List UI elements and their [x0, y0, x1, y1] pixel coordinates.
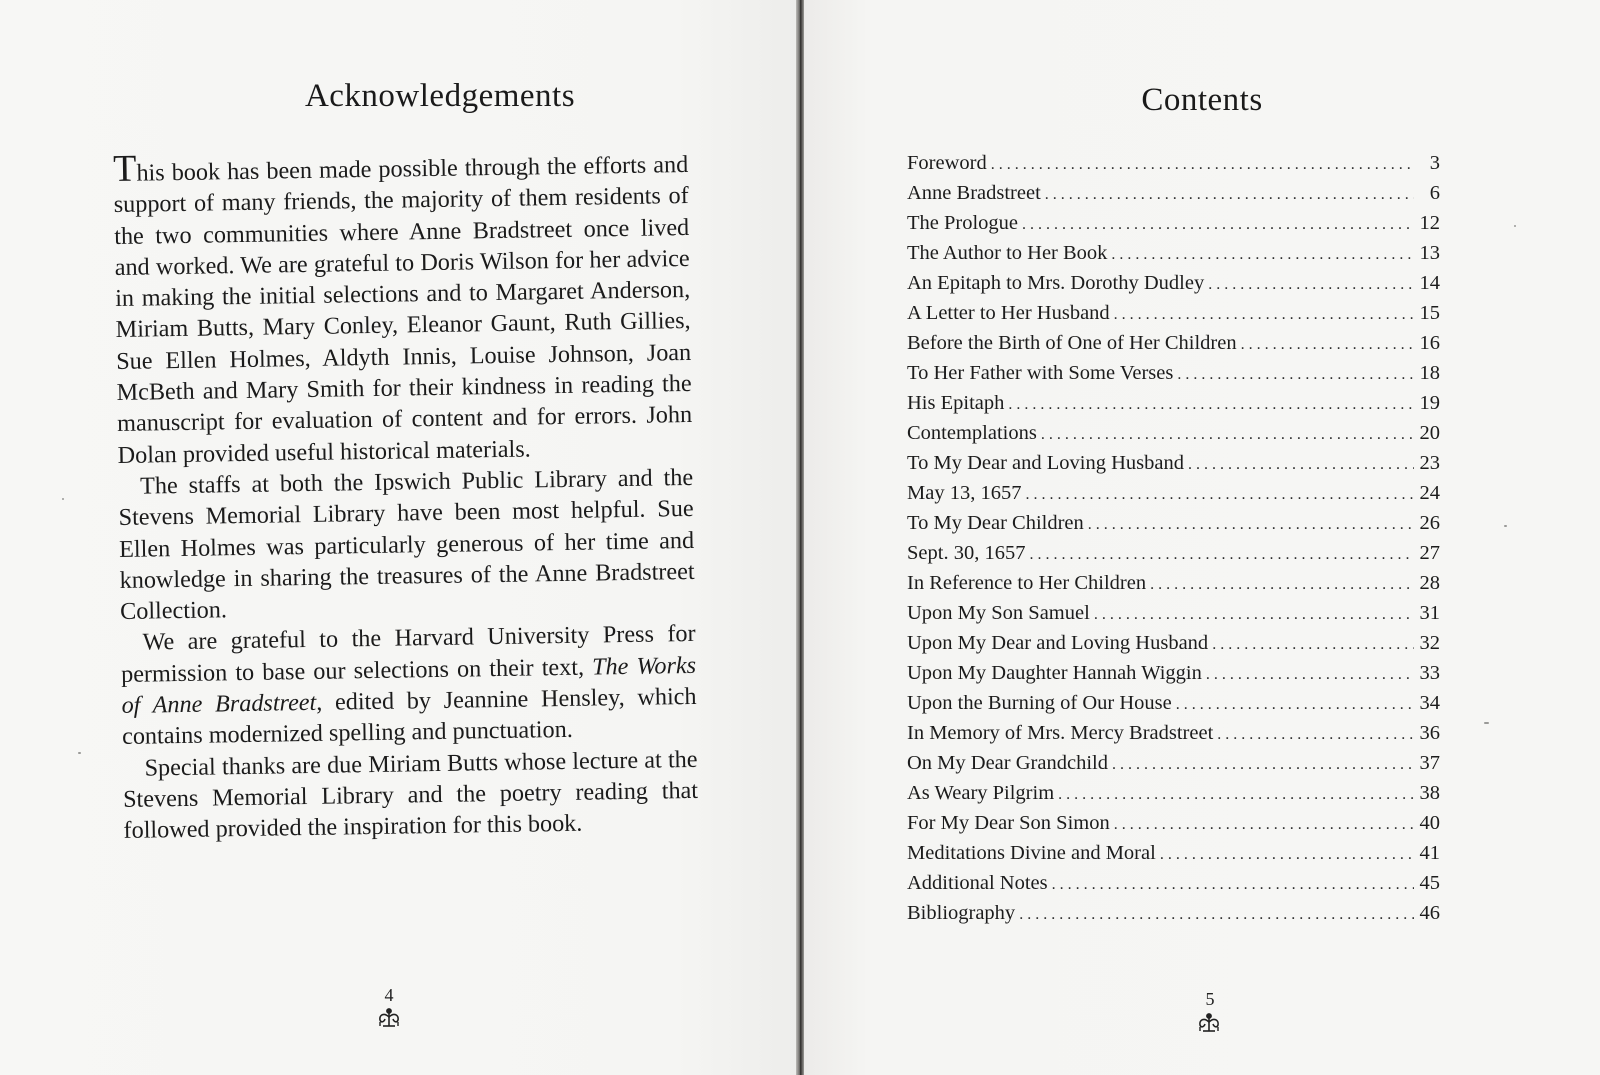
- toc-dot-leader: [1176, 690, 1414, 720]
- toc-entry: [907, 238, 1440, 268]
- drop-cap: T: [112, 147, 137, 190]
- toc-entry-title: The Prologue: [907, 212, 1019, 234]
- toc-entry-title: Additional Notes: [907, 872, 1048, 894]
- toc-entry-title: Bibliography: [907, 902, 1016, 924]
- toc-entry: [907, 748, 1440, 778]
- toc-entry-title: In Memory of Mrs. Mercy Bradstreet: [907, 722, 1214, 744]
- toc-entry: [907, 148, 1440, 178]
- toc-entry-page-number: 6: [1429, 182, 1440, 204]
- toc-entry-title: To Her Father with Some Verses: [907, 362, 1174, 384]
- toc-entry: [907, 808, 1440, 838]
- toc-entry-page-number: 15: [1419, 302, 1440, 324]
- toc-dot-leader: [1217, 720, 1414, 750]
- paper-speck: [78, 752, 81, 754]
- page-number-left: 4: [384, 985, 394, 1005]
- toc-entry: [907, 448, 1440, 478]
- toc-entry-title: To My Dear Children: [907, 512, 1084, 534]
- toc-entry-page-number: 20: [1419, 422, 1440, 444]
- right-page: [804, 0, 1600, 1075]
- toc-entry: [907, 268, 1440, 298]
- toc-entry: [907, 418, 1440, 448]
- toc-entry-page-number: 27: [1419, 542, 1440, 564]
- toc-dot-leader: [1029, 540, 1414, 570]
- toc-entry-page-number: 19: [1419, 392, 1440, 414]
- ack-paragraph-2: The staffs at both the Ipswich Public Library and the Stevens Memorial Library have been most helpful. Sue Ellen Holmes was particularly generous of her time and knowledge in sharing the treasures of the Anne Bradstreet Collection.: [118, 463, 695, 626]
- toc-entry-title: Foreword: [907, 152, 987, 174]
- toc-entry-title: The Author to Her Book: [907, 242, 1108, 264]
- toc-dot-leader: [1045, 180, 1414, 210]
- ack-paragraph-3-text-before: We are grateful to the Harvard University Press for permission to base our selections on their text,: [120, 620, 696, 688]
- toc-entry: [907, 328, 1440, 358]
- toc-entry-page-number: 45: [1419, 872, 1440, 894]
- toc-entry: [907, 628, 1440, 658]
- fleuron-ornament-icon: [1194, 1011, 1224, 1035]
- toc-dot-leader: [1150, 570, 1414, 600]
- toc-dot-leader: [1212, 630, 1414, 660]
- toc-dot-leader: [1041, 420, 1414, 450]
- toc-entry-page-number: 18: [1419, 362, 1440, 384]
- toc-dot-leader: [1019, 900, 1414, 930]
- toc-entry-page-number: 41: [1419, 842, 1440, 864]
- toc-dot-leader: [1114, 300, 1414, 330]
- toc-dot-leader: [1022, 210, 1414, 240]
- toc-dot-leader: [1088, 510, 1414, 540]
- toc-entry-title: On My Dear Grandchild: [907, 752, 1108, 774]
- toc-dot-leader: [1094, 600, 1414, 630]
- toc-dot-leader: [1188, 450, 1414, 480]
- toc-entry: [907, 718, 1440, 748]
- toc-entry-page-number: 28: [1419, 572, 1440, 594]
- toc-entry: [907, 388, 1440, 418]
- toc-entry-page-number: 3: [1429, 152, 1440, 174]
- toc-entry: [907, 898, 1440, 928]
- ack-paragraph-4: Special thanks are due Miriam Butts whose lecture at the Stevens Memorial Library and the poetry reading that followed provided the inspiration for this book.: [122, 745, 699, 845]
- toc-entry-page-number: 36: [1419, 722, 1440, 744]
- toc-entry-title: Anne Bradstreet: [907, 182, 1041, 204]
- acknowledgements-body: [113, 149, 699, 846]
- toc-entry-title: For My Dear Son Simon: [907, 812, 1110, 834]
- toc-dot-leader: [1025, 480, 1414, 510]
- toc-entry-page-number: 40: [1419, 812, 1440, 834]
- toc-dot-leader: [1114, 810, 1414, 840]
- toc-dot-leader: [1208, 270, 1414, 300]
- toc-entry-page-number: 37: [1419, 752, 1440, 774]
- toc-entry-title: His Epitaph: [907, 392, 1005, 414]
- toc-dot-leader: [1160, 840, 1414, 870]
- toc-entry-title: Contemplations: [907, 422, 1037, 444]
- toc-entry-page-number: 16: [1419, 332, 1440, 354]
- toc-entry-page-number: 14: [1419, 272, 1440, 294]
- toc-entry: [907, 358, 1440, 388]
- toc-entry-title: May 13, 1657: [907, 482, 1022, 504]
- toc-entry-title: To My Dear and Loving Husband: [907, 452, 1184, 474]
- toc-entry-title: Upon the Burning of Our House: [907, 692, 1172, 714]
- toc-entry-title: As Weary Pilgrim: [907, 782, 1055, 804]
- paper-speck: [62, 498, 64, 500]
- fleuron-ornament-icon: [374, 1006, 404, 1030]
- toc-entry: [907, 838, 1440, 868]
- toc-entry-page-number: 24: [1419, 482, 1440, 504]
- paper-speck: [1514, 225, 1516, 227]
- toc-entry-page-number: 32: [1419, 632, 1440, 654]
- ack-paragraph-3: [120, 618, 697, 752]
- toc-entry-page-number: 33: [1419, 662, 1440, 684]
- toc-entry-title: Sept. 30, 1657: [907, 542, 1026, 564]
- toc-entry-title: Upon My Son Samuel: [907, 602, 1090, 624]
- toc-dot-leader: [1058, 780, 1414, 810]
- toc-entry-page-number: 38: [1419, 782, 1440, 804]
- toc-entry-title: Upon My Dear and Loving Husband: [907, 632, 1209, 654]
- page-title-contents: Contents: [1141, 82, 1263, 118]
- page-number-right: 5: [1205, 989, 1215, 1009]
- book-title-italic: The Works of Anne Bradstreet: [121, 651, 697, 719]
- paper-speck: [1504, 525, 1507, 527]
- toc-entry-page-number: 26: [1419, 512, 1440, 534]
- paper-speck: [1484, 722, 1489, 724]
- toc-entry: [907, 658, 1440, 688]
- toc-entry: [907, 508, 1440, 538]
- toc-entry-title: Meditations Divine and Moral: [907, 842, 1156, 864]
- toc-entry-title: A Letter to Her Husband: [907, 302, 1110, 324]
- toc-dot-leader: [1177, 360, 1414, 390]
- toc-entry-page-number: 12: [1419, 212, 1440, 234]
- toc-entry: [907, 538, 1440, 568]
- toc-dot-leader: [1112, 750, 1414, 780]
- toc-entry: [907, 208, 1440, 238]
- left-page: [0, 0, 796, 1075]
- toc-dot-leader: [1008, 390, 1414, 420]
- toc-entry: [907, 598, 1440, 628]
- toc-entry-page-number: 23: [1419, 452, 1440, 474]
- ack-paragraph-1-text: his book has been made possible through the efforts and support of many friends, the majority of them residents of the two communities where Anne Bradstreet once lived and worked. We are grateful to Doris Wilson for her advice in making the initial selections and to Margaret Anderson, Miriam Butts, Mary Conley, Eleanor Gaunt, Ruth Gillies, Sue Ellen Holmes, Aldyth Innis, Louise Johnson, Joan McBeth and Mary Smith for their kindness in reading the manuscript for evaluation of content and for errors. John Dolan provided useful historical materials.: [113, 150, 693, 469]
- toc-dot-leader: [1241, 330, 1414, 360]
- toc-dot-leader: [1206, 660, 1414, 690]
- toc-entry-page-number: 31: [1419, 602, 1440, 624]
- toc-dot-leader: [991, 150, 1414, 180]
- toc-entry-page-number: 46: [1419, 902, 1440, 924]
- toc-entry-title: In Reference to Her Children: [907, 572, 1147, 594]
- toc-dot-leader: [1052, 870, 1414, 900]
- toc-entry: [907, 478, 1440, 508]
- book-gutter: [796, 0, 804, 1075]
- toc-entry: [907, 688, 1440, 718]
- toc-entry: [907, 868, 1440, 898]
- toc-entry: [907, 298, 1440, 328]
- ack-paragraph-1: [113, 149, 693, 471]
- toc-entry-page-number: 13: [1419, 242, 1440, 264]
- toc-entry-title: An Epitaph to Mrs. Dorothy Dudley: [907, 272, 1205, 294]
- toc-entry-page-number: 34: [1419, 692, 1440, 714]
- page-title-acknowledgements: Acknowledgements: [304, 78, 576, 114]
- table-of-contents: [907, 148, 1440, 928]
- toc-entry-title: Before the Birth of One of Her Children: [907, 332, 1237, 354]
- toc-entry-title: Upon My Daughter Hannah Wiggin: [907, 662, 1202, 684]
- toc-entry: [907, 778, 1440, 808]
- ack-paragraph-3-text-after: , edited by Jeannine Hensley, which contains modernized spelling and punctuation.: [121, 682, 697, 751]
- toc-entry: [907, 568, 1440, 598]
- toc-entry: [907, 178, 1440, 208]
- toc-dot-leader: [1111, 240, 1414, 270]
